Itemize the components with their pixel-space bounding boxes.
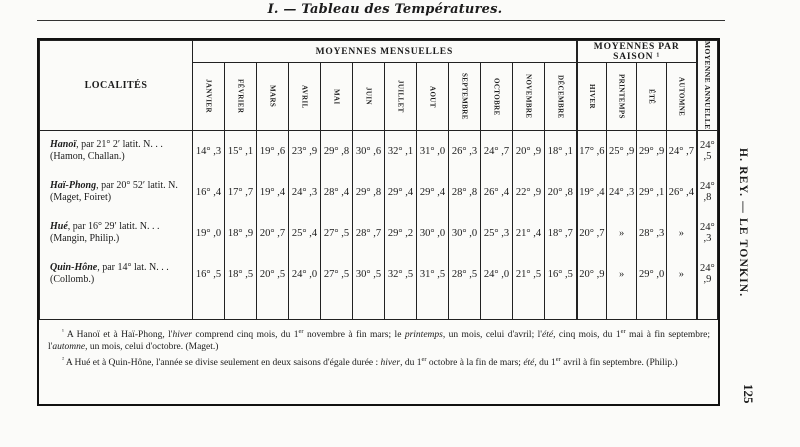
table-row: [40, 172, 718, 213]
locality-observers: (Mangin, Philip.): [50, 233, 120, 245]
monthly-value: 31° ,0: [417, 130, 449, 172]
filler-cell: [545, 295, 577, 320]
temperature-table: [39, 40, 718, 320]
monthly-value: 14° ,3: [193, 130, 225, 172]
monthly-value: 19° ,0: [193, 213, 225, 254]
filler-cell: [40, 295, 193, 320]
monthly-value: 20° ,5: [257, 254, 289, 295]
season-value: »: [607, 213, 637, 254]
filler-cell: [577, 295, 607, 320]
header-month: DÉCEMBRE: [545, 63, 577, 131]
season-value: 25° ,9: [607, 130, 637, 172]
monthly-value: 24° ,3: [289, 172, 321, 213]
header-seasonal-averages: MOYENNES PAR SAISON ¹: [577, 41, 697, 63]
header-month: OCTOBRE: [481, 63, 513, 131]
monthly-value: 19° ,4: [257, 172, 289, 213]
locality-observers: (Hamon, Challan.): [50, 151, 125, 163]
temperature-table-frame: [37, 38, 720, 406]
header-season: HIVER: [577, 63, 607, 131]
season-value: 26° ,4: [667, 172, 697, 213]
filler-cell: [257, 295, 289, 320]
monthly-value: 16° ,5: [193, 254, 225, 295]
season-value: 24° ,3: [607, 172, 637, 213]
filler-cell: [637, 295, 667, 320]
monthly-value: 32° ,1: [385, 130, 417, 172]
season-value: 20° ,9: [577, 254, 607, 295]
locality-latitude: , par 20° 52′ latit. N.: [96, 180, 178, 192]
locality-name: Quin-Hône: [50, 262, 98, 274]
monthly-value: 18° ,5: [225, 254, 257, 295]
monthly-value: 30° ,6: [353, 130, 385, 172]
header-season: PRINTEMPS: [607, 63, 637, 131]
locality-latitude: , par 14° lat. N. . .: [97, 262, 169, 274]
monthly-value: 27° ,5: [321, 213, 353, 254]
monthly-value: 22° ,9: [513, 172, 545, 213]
locality-name: Haï-Phong: [50, 180, 97, 192]
monthly-value: 25° ,3: [481, 213, 513, 254]
page-number: 125: [741, 384, 756, 404]
monthly-value: 26° ,4: [481, 172, 513, 213]
monthly-value: 20° ,9: [513, 130, 545, 172]
monthly-value: 18° ,1: [545, 130, 577, 172]
locality-name: Hanoï: [50, 139, 77, 151]
monthly-value: 24° ,0: [289, 254, 321, 295]
monthly-value: 30° ,0: [417, 213, 449, 254]
season-value: 28° ,3: [637, 213, 667, 254]
monthly-value: 28° ,5: [449, 254, 481, 295]
locality-latitude: , par 16° 29′ latit. N. . .: [67, 221, 160, 233]
season-value: 17° ,6: [577, 130, 607, 172]
monthly-value: 24° ,0: [481, 254, 513, 295]
monthly-value: 27° ,5: [321, 254, 353, 295]
season-value: »: [667, 254, 697, 295]
locality-observers: (Collomb.): [50, 274, 95, 286]
monthly-value: 28° ,7: [353, 213, 385, 254]
monthly-value: 26° ,3: [449, 130, 481, 172]
season-value: 20° ,7: [577, 213, 607, 254]
table-body: [40, 130, 718, 319]
header-month: JANVIER: [193, 63, 225, 131]
season-value: »: [607, 254, 637, 295]
monthly-value: 15° ,1: [225, 130, 257, 172]
filler-cell: [385, 295, 417, 320]
header-month: MAI: [321, 63, 353, 131]
filler-cell: [417, 295, 449, 320]
filler-cell: [289, 295, 321, 320]
filler-cell: [449, 295, 481, 320]
monthly-value: 18° ,9: [225, 213, 257, 254]
monthly-value: 25° ,4: [289, 213, 321, 254]
header-season: ÉTÉ: [637, 63, 667, 131]
header-monthly-averages: MOYENNES MENSUELLES: [193, 41, 577, 63]
locality-latitude: , par 21° 2′ latit. N. . .: [76, 139, 163, 151]
header-month: NOVEMBRE: [513, 63, 545, 131]
monthly-value: 24° ,7: [481, 130, 513, 172]
season-value: 29° ,9: [637, 130, 667, 172]
monthly-value: 28° ,4: [321, 172, 353, 213]
monthly-value: 29° ,4: [385, 172, 417, 213]
filler-cell: [193, 295, 225, 320]
monthly-value: 30° ,5: [353, 254, 385, 295]
footnote-1: $^{^1}$ A Hanoï et à Haï-Phong, l'hiver comprend cinq mois, du 1er novembre à fin mars; le printemps, un mois, celui d'avril; l'été, cinq mois, du 1er mai à fin septembre; l'automne, un mois, celui d'octobre. (Maget.): [48, 328, 711, 353]
monthly-value: 21° ,4: [513, 213, 545, 254]
monthly-value: 29° ,2: [385, 213, 417, 254]
season-value: 24° ,7: [667, 130, 697, 172]
monthly-value: 21° ,5: [513, 254, 545, 295]
table-filler-row: [40, 295, 718, 320]
monthly-value: 29° ,4: [417, 172, 449, 213]
filler-cell: [481, 295, 513, 320]
filler-cell: [225, 295, 257, 320]
table-row: [40, 130, 718, 172]
annual-value: 24° ,9: [697, 254, 718, 295]
header-month: AVRIL: [289, 63, 321, 131]
season-value: »: [667, 213, 697, 254]
monthly-value: 29° ,8: [321, 130, 353, 172]
monthly-value: 28° ,8: [449, 172, 481, 213]
filler-cell: [667, 295, 697, 320]
locality-observers: (Maget, Foiret): [50, 192, 112, 204]
annual-value: 24° ,8: [697, 172, 718, 213]
table-title: I. — Tableau des Températures.: [267, 2, 503, 17]
filler-cell: [353, 295, 385, 320]
table-row: [40, 213, 718, 254]
table-row: [40, 254, 718, 295]
header-season: AUTOMNE: [667, 63, 697, 131]
monthly-value: 20° ,7: [257, 213, 289, 254]
footnote-2: $^{^2}$ A Hué et à Quin-Hône, l'année se divise seulement en deux saisons d'égale durée : hiver, du 1er octobre à la fin de mars; été, du 1er avril à fin septembre. (Philip.): [62, 355, 678, 368]
header-month: MARS: [257, 63, 289, 131]
header-localites: LOCALITÉS: [40, 41, 193, 131]
locality-cell: [40, 254, 193, 295]
footnotes: [48, 326, 710, 369]
locality-name: Hué: [50, 221, 68, 233]
season-value: 29° ,0: [637, 254, 667, 295]
header-month: AOUT: [417, 63, 449, 131]
header-month: FÉVRIER: [225, 63, 257, 131]
season-value: 29° ,1: [637, 172, 667, 213]
locality-cell: [40, 172, 193, 213]
header-month: JUILLET: [385, 63, 417, 131]
header-annual-average: MOYENNE ANNUELLE: [697, 41, 718, 131]
locality-cell: [40, 213, 193, 254]
annual-value: 24° ,3: [697, 213, 718, 254]
header-month: SEPTEMBRE: [449, 63, 481, 131]
filler-cell: [321, 295, 353, 320]
filler-cell: [697, 295, 718, 320]
monthly-value: 30° ,0: [449, 213, 481, 254]
monthly-value: 16° ,4: [193, 172, 225, 213]
monthly-value: 23° ,9: [289, 130, 321, 172]
monthly-value: 31° ,5: [417, 254, 449, 295]
monthly-value: 19° ,6: [257, 130, 289, 172]
header-month: JUIN: [353, 63, 385, 131]
season-value: 19° ,4: [577, 172, 607, 213]
running-header: H. REY. — LE TONKIN.: [737, 148, 749, 298]
locality-cell: [40, 130, 193, 172]
monthly-value: 17° ,7: [225, 172, 257, 213]
filler-cell: [607, 295, 637, 320]
title-rule: [37, 20, 725, 21]
filler-cell: [513, 295, 545, 320]
monthly-value: 29° ,8: [353, 172, 385, 213]
monthly-value: 18° ,7: [545, 213, 577, 254]
monthly-value: 20° ,8: [545, 172, 577, 213]
monthly-value: 16° ,5: [545, 254, 577, 295]
monthly-value: 32° ,5: [385, 254, 417, 295]
annual-value: 24° ,5: [697, 130, 718, 172]
